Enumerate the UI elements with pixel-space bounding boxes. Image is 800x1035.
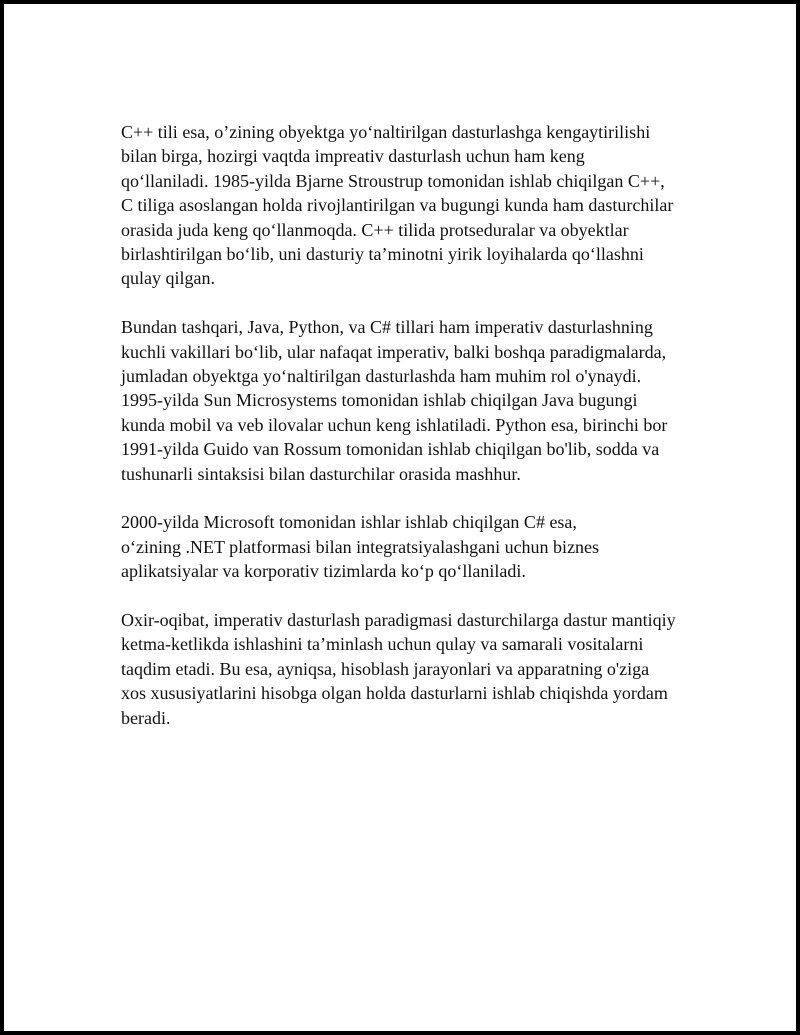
paragraph-conclusion: Oxir-oqibat, imperativ dasturlash paradigmasi dasturchilarga dastur mantiqiy ketma-ketlikda ishlashini ta’minlash uchun qulay va samarali vositalarni taqdim etadi. Bu esa, ayniqsa, hisoblash jarayonlari va apparatning o'ziga xos xususiyatlarini hisobga olgan holda dasturlarni ishlab chiqishda yordam beradi. [121, 610, 676, 728]
paragraph-java-python-csharp: Bundan tashqari, Java, Python, va C# tillari ham imperativ dasturlashning kuchli vakillari bo‘lib, ular nafaqat imperativ, balki boshqa paradigmalarda, jumladan obyektga yo‘naltirilgan dasturlashda ham muhim rol o'ynaydi. 1995-yilda Sun Microsystems tomonidan ishlab chiqilgan Java bugungi kunda mobil va veb ilovalar uchun keng ishlatiladi. Python esa, birinchi bor 1991-yilda Guido van Rossum tomonidan ishlab chiqilgan bo'lib, sodda va tushunarli sintaksisi bilan dasturchilar orasida mashhur. [121, 317, 668, 484]
paragraph-cpp: C++ tili esa, o’zining obyektga yo‘naltirilgan dasturlashga kengaytirilishi bilan birga, hozirgi vaqtda impreativ dasturlash uchun ham keng qo‘llaniladi. 1985-yilda Bjarne Stroustrup tomonidan ishlab chiqilgan C++, C tiliga asoslangan holda rivojlantirilgan va bugungi kunda ham dasturchilar orasida juda keng qo‘llanmoqda. C++ tilida protseduralar va obyektlar birlashtirilgan bo‘lib, uni dasturiy ta’minotni yirik loyihalarda qo‘llashni qulay qilgan. [121, 122, 674, 289]
document-body [121, 120, 701, 730]
paragraph-csharp: 2000-yilda Microsoft tomonidan ishlar ishlab chiqilgan C# esa, o‘zining .NET platformasi bilan integratsiyalashgani uchun biznes aplikatsiyalar va korporativ tizimlarda ko‘p qo‘llaniladi. [121, 512, 600, 582]
